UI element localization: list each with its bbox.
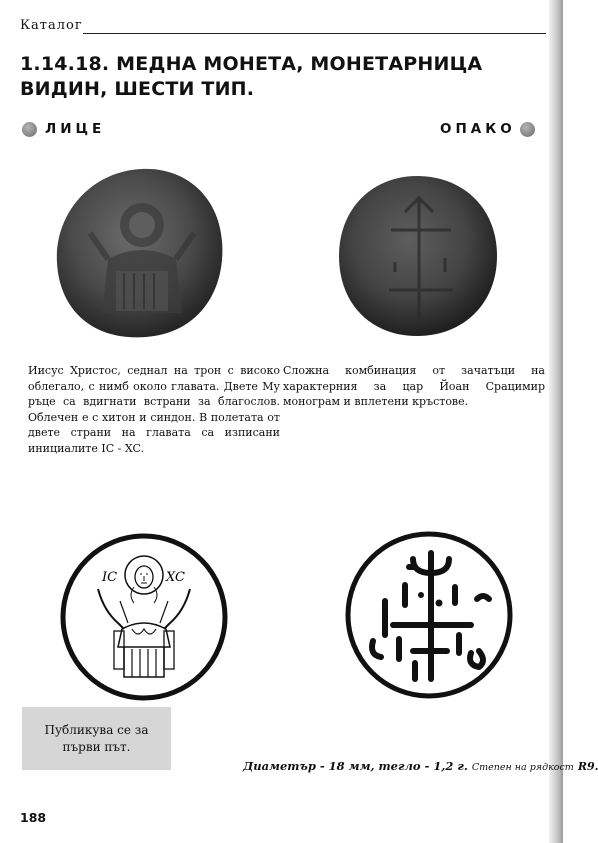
- xc-monogram-text: XC: [166, 570, 185, 585]
- obverse-label: ЛИЦЕ: [45, 121, 106, 137]
- coin-measures: Диаметър - 18 мм, тегло - 1,2 г.: [243, 759, 468, 773]
- publication-note-box: [22, 707, 171, 770]
- reverse-heading: [440, 121, 535, 137]
- publication-note: Публикува се за първи път.: [44, 722, 149, 754]
- bullet-dot-icon: [520, 122, 535, 137]
- obverse-description: Иисус Христос, седнал на трон с високо облегало, с нимб около главата. Двете Му ръце са вдигнати встрани за благослов. Облечен е с хитон и синдон. В полетата от двете страни на главата са изписани инициалите IC - XC.: [28, 364, 280, 455]
- obverse-heading: [22, 121, 105, 137]
- reverse-description: Сложна комбинация от зачатъци на характерния за цар Йоан Срацимир монограм и вплетени кръстове.: [283, 364, 545, 408]
- rarity-label: Степен на рядкост: [471, 762, 574, 773]
- ic-monogram-text: IC: [102, 570, 118, 585]
- page-number: 188: [20, 810, 47, 825]
- running-header: Каталог: [20, 18, 83, 33]
- reverse-line-drawing: [343, 529, 515, 701]
- rarity-code: R9.: [577, 760, 598, 773]
- page-edge-shadow: [549, 0, 563, 843]
- reverse-coin-photo: [333, 172, 503, 340]
- obverse-coin-photo: [50, 163, 230, 343]
- header-rule: [83, 33, 546, 34]
- reverse-label: ОПАКО: [440, 121, 516, 137]
- coin-specifications: [243, 759, 598, 773]
- bullet-dot-icon: [22, 122, 37, 137]
- obverse-line-drawing: [58, 531, 230, 703]
- page-title: 1.14.18. МЕДНА МОНЕТА, МОНЕТАРНИЦА ВИДИН, ШЕСТИ ТИП.: [20, 53, 483, 100]
